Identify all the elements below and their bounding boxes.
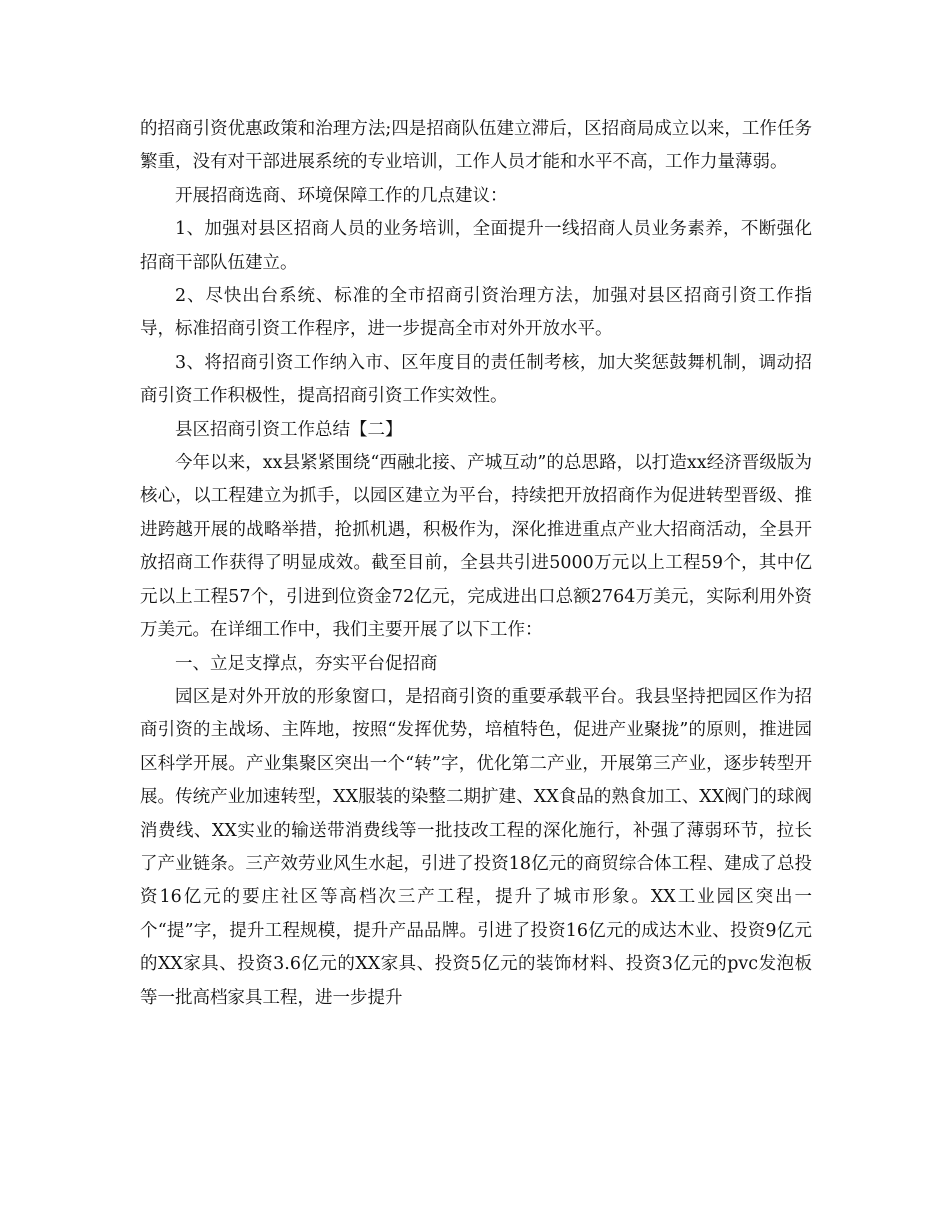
section-title: 县区招商引资工作总结【二】	[175, 419, 403, 440]
paragraph-suggestions-heading: 开展招商选商、环境保障工作的几点建议：	[175, 185, 508, 206]
paragraph-park-development: 园区是对外开放的形象窗口，是招商引资的重要承载平台。我县坚持把园区作为招商引资的主战场、主阵地，按照“发挥优势，培植特色，促进产业聚拢”的原则，推进园区科学开展。产业集聚区突出一个“转”字，优化第二产业，开展第三产业，逐步转型开展。传统产业加速转型，XX服装的染整二期扩建、XX食品的熟食加工、XX阀门的球阀消费线、XX实业的输送带消费线等一批技改工程的深化施行，补强了薄弱环节，拉长了产业链条。三产效劳业风生水起，引进了投资18亿元的商贸综合体工程、建成了总投资16亿元的要庄社区等高档次三产工程，提升了城市形象。XX工业园区突出一个“提”字，提升工程规模，提升产品品牌。引进了投资16亿元的成达木业、投资9亿元的XX家具、投资3.6亿元的XX家具、投资5亿元的装饰材料、投资3亿元的pvc发泡板等一批高档家具工程，进一步提升	[140, 686, 812, 1008]
paragraph-suggestion-1: 1、加强对县区招商人员的业务培训，全面提升一线招商人员业务素养，不断强化招商干部队伍建立。	[140, 219, 812, 273]
paragraph-suggestion-2: 2、尽快出台系统、标准的全市招商引资治理方法，加强对县区招商引资工作指导，标准招商引资工作程序，进一步提高全市对外开放水平。	[140, 286, 812, 340]
document-page	[140, 113, 812, 1015]
subsection-heading: 一、立足支撑点，夯实平台促招商	[175, 653, 438, 674]
paragraph-continuation: 的招商引资优惠政策和治理方法;四是招商队伍建立滞后，区招商局成立以来，工作任务繁重，没有对干部进展系统的专业培训，工作人员才能和水平不高，工作力量薄弱。	[140, 119, 812, 173]
paragraph-suggestion-3: 3、将招商引资工作纳入市、区年度目的责任制考核，加大奖惩鼓舞机制，调动招商引资工作积极性，提高招商引资工作实效性。	[140, 352, 812, 407]
paragraph-overview: 今年以来，xx县紧紧围绕“西融北接、产城互动”的总思路，以打造xx经济晋级版为核心，以工程建立为抓手，以园区建立为平台，持续把开放招商作为促进转型晋级、推进跨越开展的战略举措，抢抓机遇，积极作为，深化推进重点产业大招商活动，全县开放招商工作获得了明显成效。截至目前，全县共引进5000万元以上工程59个，其中亿元以上工程57个，引进到位资金72亿元，完成进出口总额2764万美元，实际利用外资万美元。在详细工作中，我们主要开展了以下工作：	[140, 453, 812, 641]
